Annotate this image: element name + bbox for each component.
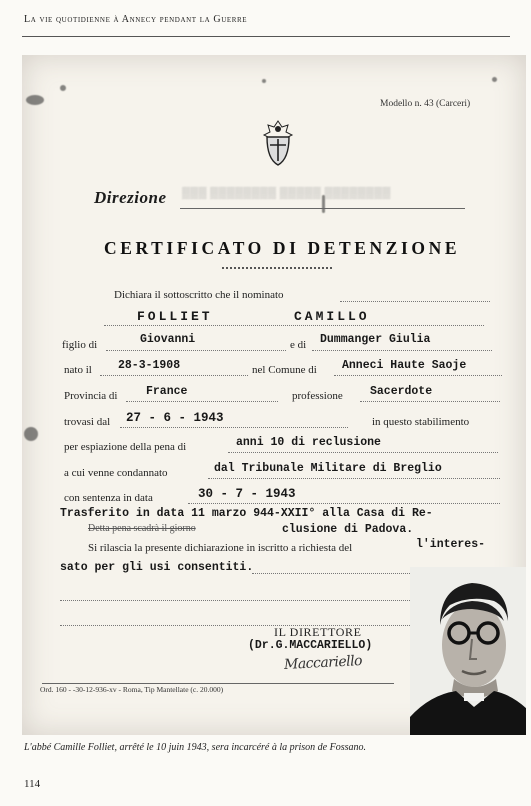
interest-text-1: l'interes- xyxy=(416,538,486,551)
scan-smudge xyxy=(492,77,497,82)
sentence: anni 10 di reclusione xyxy=(236,436,381,449)
struck-text: Detta pena scadrà il giorno xyxy=(88,523,196,534)
direzione-label: Direzione xyxy=(94,188,167,207)
scan-smudge xyxy=(24,427,38,441)
trovasi-dal-label: trovasi dal xyxy=(64,416,111,428)
dotted-line xyxy=(104,325,484,326)
certificate-title: CERTIFICATO DI DETENZIONE xyxy=(104,238,461,258)
dotted-line xyxy=(100,375,248,376)
rilascia-text: Si rilascia la presente dichiarazione in iscritto a richiesta del xyxy=(88,542,353,554)
dotted-line xyxy=(106,350,286,351)
dichiara-text: Dichiara il sottoscritto che il nominato xyxy=(114,289,284,301)
coat-of-arms-emblem xyxy=(258,119,298,167)
scan-smudge xyxy=(60,85,66,91)
interest-text-2: sato per gli usi consentiti. xyxy=(60,561,254,574)
provincia-label: Provincia di xyxy=(64,390,118,402)
running-head-text: La vie quotidienne à Annecy pendant la Guerre xyxy=(24,14,248,25)
running-head xyxy=(24,14,247,25)
birth-place: Anneci Haute Saoje xyxy=(342,359,467,372)
nato-il-label: nato il xyxy=(64,364,92,376)
header-rule xyxy=(22,36,510,37)
e-di-label: e di xyxy=(290,339,307,351)
portrait-photo xyxy=(410,567,526,735)
surname: FOLLIET xyxy=(137,309,213,324)
profession: Sacerdote xyxy=(370,385,433,398)
espiazione-text: per espiazione della pena di xyxy=(64,441,187,453)
province: France xyxy=(146,385,188,398)
dotted-line xyxy=(360,401,500,402)
given-name: CAMILLO xyxy=(294,309,370,324)
father-name: Giovanni xyxy=(140,333,196,346)
photo-caption: L'abbé Camille Folliet, arrêté le 10 juin 1943, sera incarcéré à la prison de Fossano. xyxy=(24,742,367,753)
transfer-line-2: clusione di Padova. xyxy=(282,523,414,536)
title-underline xyxy=(222,267,332,269)
mother-name: Dummanger Giulia xyxy=(320,333,431,346)
court: dal Tribunale Militare di Breglio xyxy=(214,462,442,475)
stabilimento-text: in questo stabilimento xyxy=(372,416,470,428)
birth-date: 28-3-1908 xyxy=(118,359,181,372)
dotted-line xyxy=(334,375,502,376)
dotted-line xyxy=(312,350,492,351)
page-number: 114 xyxy=(24,778,41,790)
direzione-line xyxy=(180,208,465,209)
faded-stamp: ▒▒▒ ▒▒▒▒▒▒▒▒ ▒▒▒▒▒ ▒▒▒▒▒▒▒▒ xyxy=(182,187,391,199)
detention-certificate xyxy=(22,55,526,735)
sentenza-text: con sentenza in data xyxy=(64,492,153,504)
signature-line xyxy=(42,683,394,684)
detention-date: 27 - 6 - 1943 xyxy=(126,411,224,425)
dotted-line xyxy=(208,478,500,479)
dotted-line xyxy=(126,401,278,402)
director-title: IL DIRETTORE xyxy=(274,625,362,639)
model-number: Modello n. 43 (Carceri) xyxy=(380,99,471,109)
print-note: Ord. 160 - -30-12-936-xv - Roma, Tip Mantellate (c. 20.000) xyxy=(40,685,224,694)
figlio-di-label: figlio di xyxy=(62,339,98,351)
sentence-date: 30 - 7 - 1943 xyxy=(198,487,296,501)
condannato-text: a cui venne condannato xyxy=(64,467,168,479)
transfer-line-1: Trasferito in data 11 marzo 944-XXII° alla Casa di Re- xyxy=(60,507,433,520)
professione-label: professione xyxy=(292,390,343,402)
dotted-line xyxy=(188,503,500,504)
scan-smudge xyxy=(262,79,266,83)
scan-smudge xyxy=(26,95,44,105)
dotted-line xyxy=(340,301,490,302)
dotted-line xyxy=(120,427,348,428)
dotted-line xyxy=(228,452,498,453)
comune-label: nel Comune di xyxy=(252,364,317,376)
director-name: (Dr.G.MACCARIELLO) xyxy=(248,639,373,652)
signature: Maccariello xyxy=(283,652,363,674)
